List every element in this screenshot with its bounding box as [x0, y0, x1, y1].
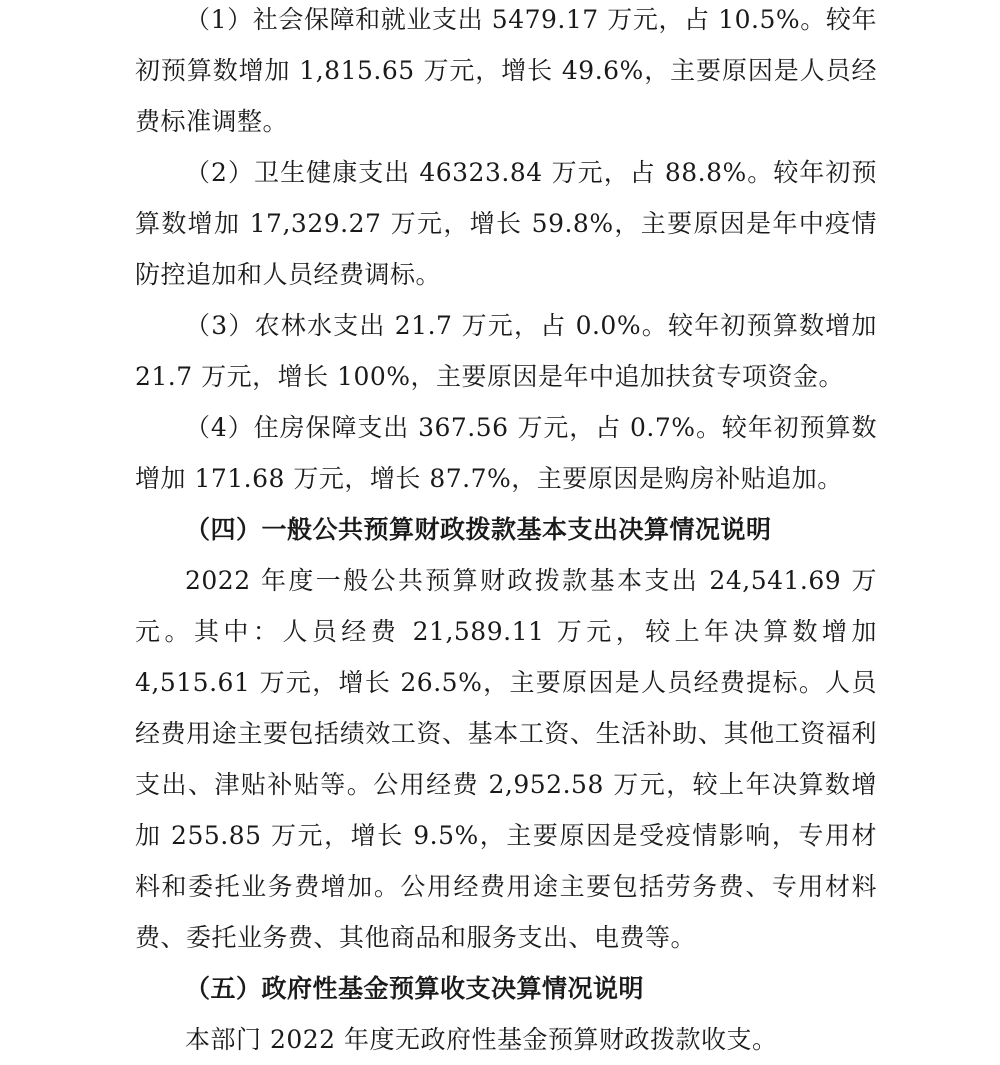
- section-heading-government-fund: （五）政府性基金预算收支决算情况说明: [185, 974, 645, 1003]
- paragraph-housing: （4）住房保障支出 367.56 万元，占 0.7%。较年初预算数增加 171.68 万元，增长 87.7%，主要原因是购房补贴追加。: [135, 413, 877, 493]
- section-heading-basic-expenditure: （四）一般公共预算财政拨款基本支出决算情况说明: [185, 515, 772, 544]
- paragraph-government-fund: 本部门 2022 年度无政府性基金预算财政拨款收支。: [185, 1025, 778, 1054]
- paragraph-health: （2）卫生健康支出 46323.84 万元，占 88.8%。较年初预算数增加 17,329.27 万元，增长 59.8%，主要原因是年中疫情防控追加和人员经费调标。: [135, 158, 877, 289]
- document-body: [135, 0, 877, 1065]
- paragraph-agriculture: （3）农林水支出 21.7 万元，占 0.0%。较年初预算数增加 21.7 万元，增长 100%，主要原因是年中追加扶贫专项资金。: [135, 311, 877, 391]
- paragraph-social-security: （1）社会保障和就业支出 5479.17 万元，占 10.5%。较年初预算数增加 1,815.65 万元，增长 49.6%，主要原因是人员经费标准调整。: [135, 5, 877, 136]
- paragraph-basic-expenditure: 2022 年度一般公共预算财政拨款基本支出 24,541.69 万元。其中：人员经费 21,589.11 万元，较上年决算数增加 4,515.61 万元，增长 26.5%，主要原因是人员经费提标。人员经费用途主要包括绩效工资、基本工资、生活补助、其他工资福利支出、津贴补贴等。公用经费 2,952.58 万元，较上年决算数增加 255.85 万元，增长 9.5%，主要原因是受疫情影响，专用材料和委托业务费增加。公用经费用途主要包括劳务费、专用材料费、委托业务费、其他商品和服务支出、电费等。: [135, 566, 877, 952]
